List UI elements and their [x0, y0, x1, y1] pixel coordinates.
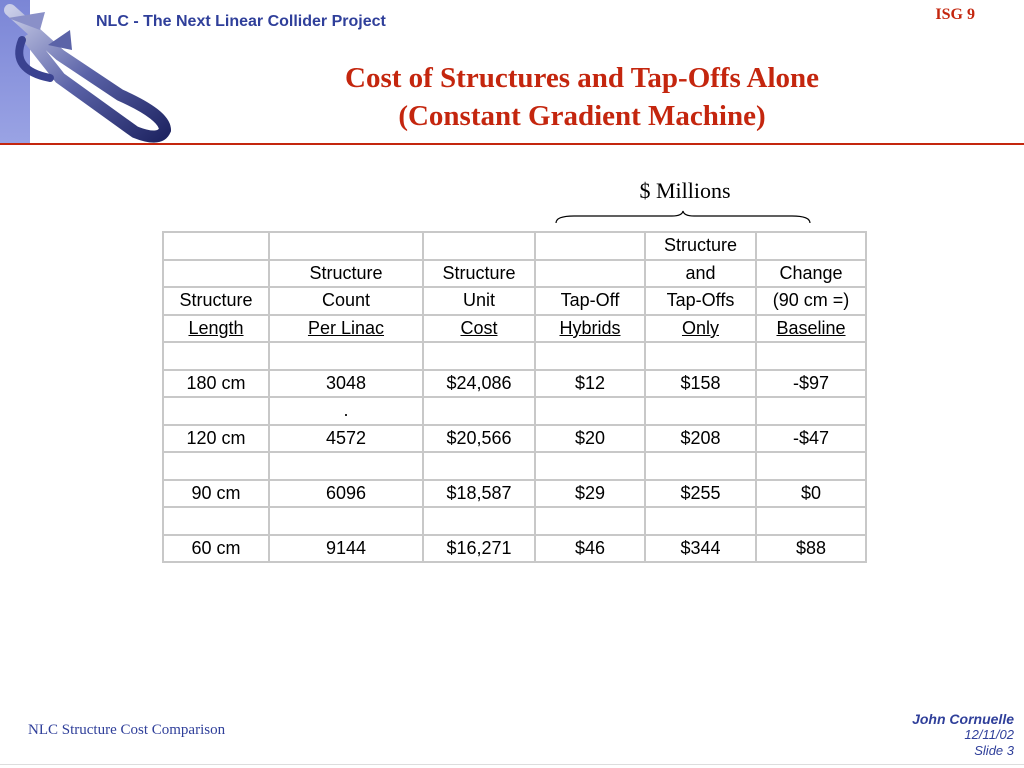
footer-date: 12/11/02: [964, 727, 1014, 742]
slide-title: [262, 59, 902, 135]
table-cell: $208: [645, 425, 756, 453]
table-cell: $0: [756, 480, 866, 508]
table-cell: $20: [535, 425, 645, 453]
table-header-cell: [269, 232, 423, 260]
table-cell: [163, 452, 269, 480]
table-header-cell: Structure: [163, 287, 269, 315]
table-cell: [756, 397, 866, 425]
table-cell: 4572: [269, 425, 423, 453]
table-header-cell: Count: [269, 287, 423, 315]
table-header-row: [163, 287, 866, 315]
table-row: [163, 370, 866, 398]
bottom-rule: [0, 764, 1024, 765]
table-header-cell: [163, 232, 269, 260]
table-cell: 3048: [269, 370, 423, 398]
table-cell: [423, 342, 535, 370]
table-cell: 180 cm: [163, 370, 269, 398]
title-line-1: Cost of Structures and Tap-Offs Alone: [345, 62, 819, 94]
table-cell: [163, 507, 269, 535]
table-cell: $46: [535, 535, 645, 563]
title-line-2: (Constant Gradient Machine): [398, 100, 766, 132]
table-cell: [756, 342, 866, 370]
table-cell: 120 cm: [163, 425, 269, 453]
table-header-cell: [423, 232, 535, 260]
table-cell: [423, 507, 535, 535]
table-cell: .: [269, 397, 423, 425]
table-cell: $29: [535, 480, 645, 508]
table-row: [163, 342, 866, 370]
footer-title: NLC Structure Cost Comparison: [28, 722, 226, 738]
table-cell: 6096: [269, 480, 423, 508]
table-cell: [423, 397, 535, 425]
table-header-cell: Baseline: [756, 315, 866, 343]
table-cell: [423, 452, 535, 480]
brace-icon: [554, 210, 812, 224]
table-header-cell: Per Linac: [269, 315, 423, 343]
table-header-cell: [163, 260, 269, 288]
table-cell: [163, 342, 269, 370]
table-cell: [535, 342, 645, 370]
table-cell: $24,086: [423, 370, 535, 398]
cost-table: [162, 231, 867, 563]
table-row: [163, 397, 866, 425]
table-cell: [269, 342, 423, 370]
slide-tag: ISG 9: [935, 6, 975, 23]
table-header-cell: [535, 260, 645, 288]
table-header-cell: Cost: [423, 315, 535, 343]
table-header-cell: Unit: [423, 287, 535, 315]
table-cell: [269, 452, 423, 480]
table-header-cell: Structure: [269, 260, 423, 288]
table-header-cell: [756, 232, 866, 260]
table-cell: $20,566: [423, 425, 535, 453]
table-cell: [645, 397, 756, 425]
table-cell: 60 cm: [163, 535, 269, 563]
table-cell: $158: [645, 370, 756, 398]
table-cell: [535, 507, 645, 535]
table-row: [163, 480, 866, 508]
table-cell: $12: [535, 370, 645, 398]
table-header-cell: Hybrids: [535, 315, 645, 343]
table-header-cell: Structure: [423, 260, 535, 288]
table-header-cell: Structure: [645, 232, 756, 260]
table-header-cell: Only: [645, 315, 756, 343]
table-cell: $255: [645, 480, 756, 508]
table-header-cell: (90 cm =): [756, 287, 866, 315]
footer-author: John Cornuelle: [912, 711, 1014, 727]
table-cell: $18,587: [423, 480, 535, 508]
table-cell: [756, 507, 866, 535]
table-cell: -$47: [756, 425, 866, 453]
table-header-cell: Tap-Off: [535, 287, 645, 315]
table-cell: 90 cm: [163, 480, 269, 508]
table-cell: [645, 507, 756, 535]
footer-slide: Slide 3: [974, 743, 1014, 758]
unit-label: $ Millions: [639, 178, 731, 203]
table-cell: [756, 452, 866, 480]
table-row: [163, 507, 866, 535]
table-header-cell: Change: [756, 260, 866, 288]
table-header-row: [163, 315, 866, 343]
table-row: [163, 452, 866, 480]
table-cell: [163, 397, 269, 425]
table-header-cell: and: [645, 260, 756, 288]
table-cell: $88: [756, 535, 866, 563]
table-cell: [645, 452, 756, 480]
table-header-cell: [535, 232, 645, 260]
table-cell: $344: [645, 535, 756, 563]
table-header-cell: Tap-Offs: [645, 287, 756, 315]
table-cell: [269, 507, 423, 535]
table-cell: [535, 397, 645, 425]
table-row: [163, 535, 866, 563]
footer-meta: [912, 711, 1014, 759]
table-cell: [645, 342, 756, 370]
table-cell: 9144: [269, 535, 423, 563]
table-row: [163, 425, 866, 453]
table-header-row: [163, 260, 866, 288]
table-header-row: [163, 232, 866, 260]
table-cell: [535, 452, 645, 480]
table-cell: $16,271: [423, 535, 535, 563]
project-header: NLC - The Next Linear Collider Project: [96, 13, 386, 30]
table-header-cell: Length: [163, 315, 269, 343]
table-cell: -$97: [756, 370, 866, 398]
title-rule: [0, 143, 1024, 145]
